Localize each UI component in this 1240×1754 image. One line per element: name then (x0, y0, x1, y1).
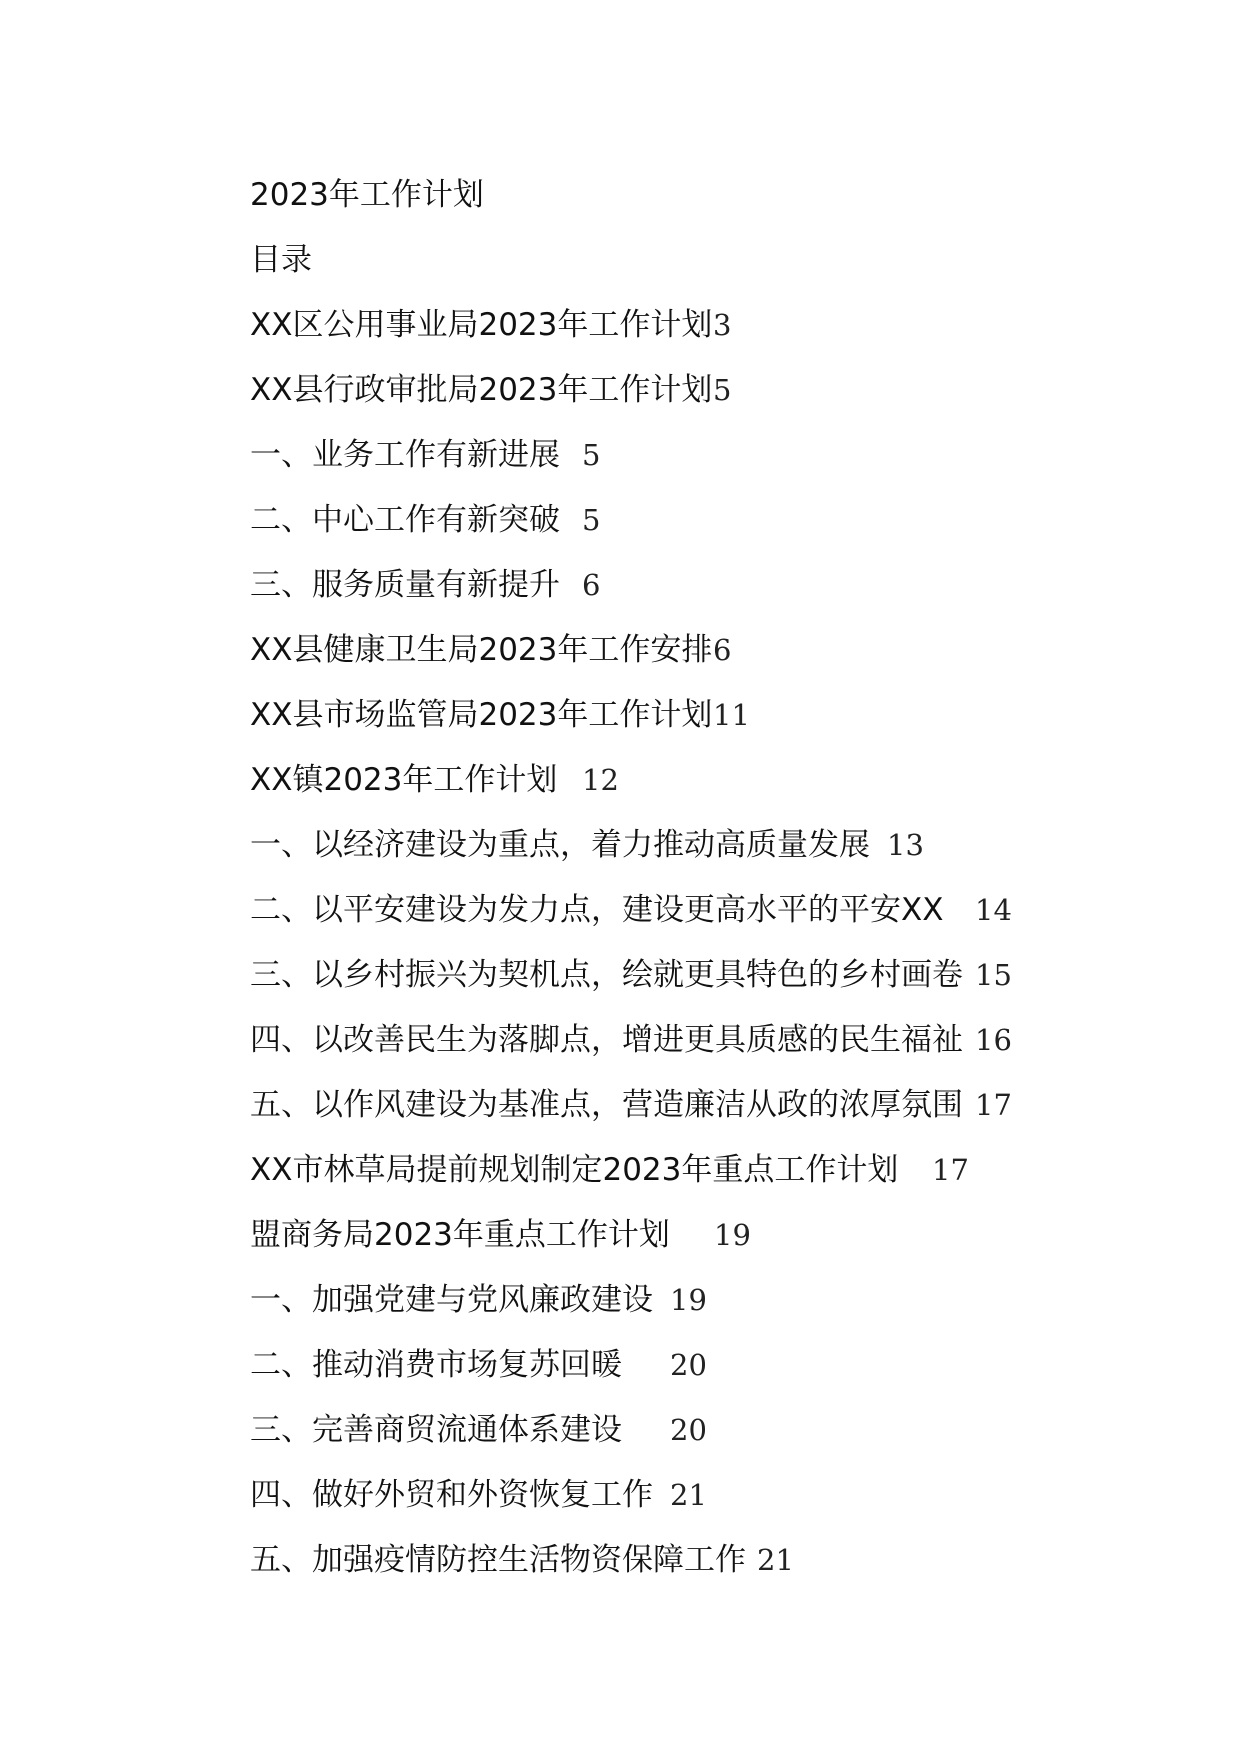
toc-entry[interactable] (250, 1205, 751, 1265)
toc-entry[interactable] (250, 1530, 794, 1590)
toc-page-number: 21 (670, 1478, 707, 1512)
document-title-text: 2023年工作计划 (250, 177, 484, 213)
toc-heading-text: 目录 (250, 242, 312, 278)
toc-entry[interactable] (250, 425, 601, 485)
toc-entry[interactable] (250, 1465, 707, 1525)
toc-entry[interactable] (250, 1335, 707, 1395)
toc-entry[interactable] (250, 1140, 969, 1200)
toc-page-number: 5 (582, 438, 601, 472)
toc-entry[interactable] (250, 555, 601, 615)
toc-entry-text: 五、以作风建设为基准点，营造廉洁从政的浓厚氛围 (250, 1087, 963, 1123)
toc-heading (250, 230, 312, 290)
toc-page-number: 3 (713, 308, 732, 342)
toc-entry[interactable] (250, 620, 732, 680)
toc-entry-text: XX县行政审批局2023年工作计划 (250, 372, 713, 408)
toc-page-number: 19 (670, 1283, 707, 1317)
toc-entry-text: 三、服务质量有新提升 (250, 567, 560, 603)
toc-entry-text: 四、以改善民生为落脚点，增进更具质感的民生福祉 (250, 1022, 963, 1058)
toc-page-number: 13 (887, 828, 924, 862)
toc-page-number: 5 (713, 373, 732, 407)
toc-entry-text: XX镇2023年工作计划 (250, 762, 558, 798)
toc-page-number: 17 (975, 1088, 1012, 1122)
toc-entry-text: 二、中心工作有新突破 (250, 502, 560, 538)
toc-page-number: 11 (713, 698, 750, 732)
toc-entry[interactable] (250, 880, 1012, 940)
toc-page-number: 21 (757, 1543, 794, 1577)
toc-entry-text: XX区公用事业局2023年工作计划 (250, 307, 713, 343)
toc-page-number: 20 (670, 1413, 707, 1447)
toc-page-number: 19 (714, 1218, 751, 1252)
toc-entry-text: 二、推动消费市场复苏回暖 (250, 1347, 622, 1383)
toc-entry-text: XX县市场监管局2023年工作计划 (250, 697, 713, 733)
toc-entry[interactable] (250, 1270, 707, 1330)
document-title (250, 165, 484, 225)
toc-entry[interactable] (250, 490, 601, 550)
toc-entry-text: 三、以乡村振兴为契机点，绘就更具特色的乡村画卷 (250, 957, 963, 993)
toc-entry-text: 四、做好外贸和外资恢复工作 (250, 1477, 653, 1513)
toc-entry-text: 一、业务工作有新进展 (250, 437, 560, 473)
toc-entry-text: 一、加强党建与党风廉政建设 (250, 1282, 653, 1318)
toc-entry-text: XX县健康卫生局2023年工作安排 (250, 632, 713, 668)
toc-entry-text: 盟商务局2023年重点工作计划 (250, 1217, 670, 1253)
toc-entry-text: 三、完善商贸流通体系建设 (250, 1412, 622, 1448)
toc-page-number: 16 (975, 1023, 1012, 1057)
toc-entry[interactable] (250, 295, 732, 355)
toc-entry[interactable] (250, 750, 619, 810)
toc-page-number: 20 (670, 1348, 707, 1382)
toc-page-number: 6 (582, 568, 601, 602)
toc-page-number: 6 (713, 633, 732, 667)
toc-entry-text: XX市林草局提前规划制定2023年重点工作计划 (250, 1152, 899, 1188)
toc-entry[interactable] (250, 685, 750, 745)
toc-page-number: 12 (582, 763, 619, 797)
toc-entry[interactable] (250, 815, 924, 875)
toc-page-number: 17 (932, 1153, 969, 1187)
toc-page-number: 5 (582, 503, 601, 537)
toc-entry[interactable] (250, 1075, 1012, 1135)
toc-entry[interactable] (250, 1010, 1012, 1070)
toc-entry[interactable] (250, 945, 1012, 1005)
toc-entry-text: 五、加强疫情防控生活物资保障工作 (250, 1542, 746, 1578)
toc-entry-text: 一、以经济建设为重点，着力推动高质量发展 (250, 827, 870, 863)
toc-page-number: 14 (975, 893, 1012, 927)
toc-entry[interactable] (250, 1400, 707, 1460)
toc-entry-text: 二、以平安建设为发力点，建设更高水平的平安XX (250, 892, 944, 928)
toc-page-number: 15 (975, 958, 1012, 992)
toc-entry[interactable] (250, 360, 732, 420)
